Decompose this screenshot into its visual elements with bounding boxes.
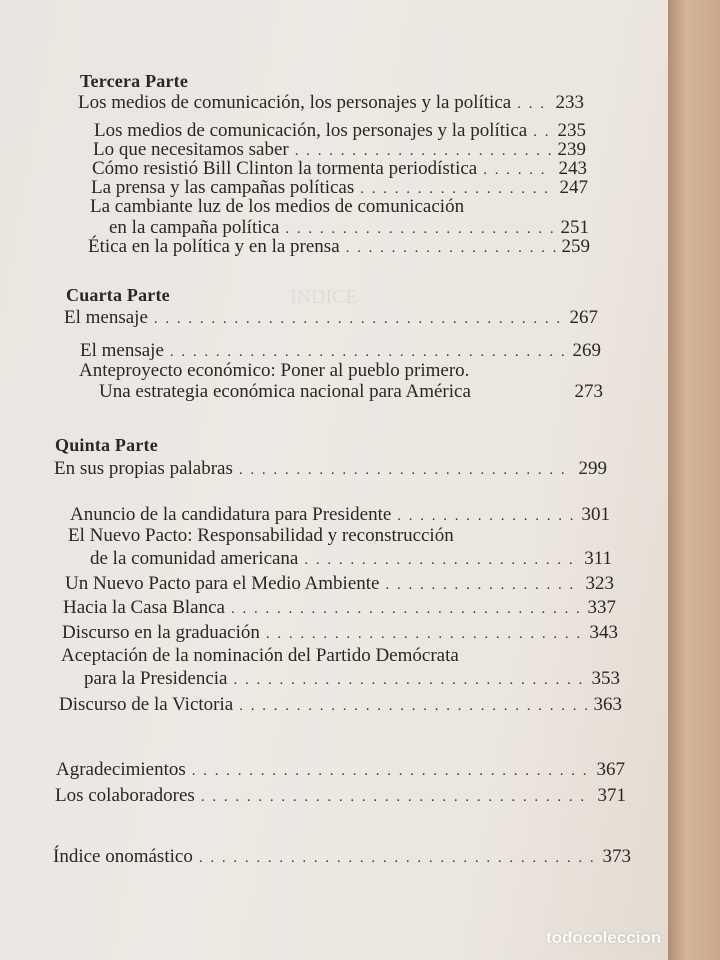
toc-entry-title: Cómo resistió Bill Clinton la tormenta periodística (92, 158, 478, 179)
dot-leader (266, 626, 584, 643)
watermark: todocoleccion (546, 928, 662, 947)
toc-entry-page: 367 (596, 759, 625, 780)
toc-entry-page: 353 (591, 668, 620, 689)
dot-leader (192, 763, 591, 780)
toc-entry-title: La prensa y las campañas políticas (91, 177, 355, 198)
toc-entry-title: Aceptación de la nominación del Partido Demócrata (61, 645, 459, 666)
dot-leader (231, 601, 582, 618)
part-heading: Cuarta Parte (66, 285, 170, 305)
toc-entry (99, 381, 603, 403)
toc-entry-page: 337 (587, 597, 616, 618)
dot-leader (199, 850, 597, 867)
toc-entry-page: 373 (602, 846, 631, 867)
show-through-text: INDICE (290, 286, 358, 308)
toc-entry (70, 504, 610, 526)
toc-entry (65, 573, 614, 595)
toc-entry-title: Hacia la Casa Blanca (63, 597, 225, 618)
dot-leader (385, 577, 579, 594)
dot-leader (304, 552, 578, 569)
toc-entry-title: Anuncio de la candidatura para Presidente (70, 504, 392, 525)
toc-entry (78, 92, 584, 114)
toc-entry (84, 668, 620, 690)
toc-entry-page: 301 (581, 504, 610, 525)
toc-entry-title-continued: en la campaña política (109, 217, 280, 238)
toc-entry-title: Los medios de comunicación, los personajes y la política (78, 92, 512, 113)
dot-leader (170, 344, 567, 361)
toc-entry-page: 239 (557, 139, 586, 160)
dot-leader (517, 96, 549, 113)
toc-entry-title: Anteproyecto económico: Poner al pueblo primero. (79, 360, 470, 381)
toc-entry-page: 259 (561, 236, 590, 257)
toc-entry (53, 846, 631, 868)
toc-entry-page: 243 (558, 158, 587, 179)
toc-entry (55, 785, 626, 807)
toc-entry-page: 251 (560, 217, 589, 238)
toc-entry-title: Agradecimientos (56, 759, 186, 780)
book-edge (668, 0, 720, 960)
toc-entry-title: Discurso en la graduación (62, 622, 260, 643)
toc-entry (54, 458, 607, 480)
toc-entry-title: Los medios de comunicación, los personajes y la política (94, 120, 528, 141)
toc-entry-title-continued: para la Presidencia (84, 668, 228, 689)
toc-entry-page: 233 (555, 92, 584, 113)
toc-entry-page: 273 (574, 381, 603, 402)
toc-entry-title: Discurso de la Victoria (59, 694, 234, 715)
toc-entry-title: Lo que necesitamos saber (93, 139, 289, 160)
toc-entry-title: Un Nuevo Pacto para el Medio Ambiente (65, 573, 380, 594)
toc-entry-title: Ética en la política y en la prensa (88, 236, 340, 257)
toc-entry-page: 311 (584, 548, 612, 569)
dot-leader (154, 311, 564, 328)
part-heading: Quinta Parte (55, 435, 158, 455)
dot-leader (239, 698, 587, 715)
dot-leader (239, 462, 573, 479)
toc-entry (56, 759, 625, 781)
toc-entry (59, 694, 622, 716)
toc-entry-title-continued: de la comunidad americana (90, 548, 299, 569)
toc-entry-page: 235 (557, 120, 586, 141)
toc-entry-page: 269 (572, 340, 601, 361)
toc-entry-title-continued: Una estrategia económica nacional para América (99, 381, 471, 402)
dot-leader (201, 789, 592, 806)
toc-entry-page: 371 (597, 785, 626, 806)
toc-entry-page: 363 (593, 694, 622, 715)
toc-entry (63, 597, 616, 619)
dot-leader (397, 508, 575, 525)
toc-entry-title: El mensaje (64, 307, 148, 328)
toc-entry (90, 548, 612, 570)
toc-entry-page: 267 (569, 307, 598, 328)
dot-leader (346, 240, 556, 257)
toc-entry-title: Los colaboradores (55, 785, 195, 806)
toc-entry-title: El mensaje (80, 340, 164, 361)
toc-entry-page: 247 (559, 177, 588, 198)
toc-entry-title: La cambiante luz de los medios de comunicación (90, 196, 465, 217)
toc-entry-title: El Nuevo Pacto: Responsabilidad y reconstrucción (68, 525, 454, 546)
part-heading: Tercera Parte (80, 71, 189, 91)
toc-entry-page: 323 (585, 573, 614, 594)
toc-entry-page: 299 (578, 458, 607, 479)
toc-entry-title: En sus propias palabras (54, 458, 233, 479)
toc-entry (62, 622, 618, 644)
toc-entry (88, 236, 590, 258)
toc-entry-page: 343 (589, 622, 618, 643)
toc-entry (64, 307, 598, 329)
toc-entry-title: Índice onomástico (53, 846, 193, 867)
toc-entry (80, 340, 601, 362)
dot-leader (233, 672, 585, 689)
